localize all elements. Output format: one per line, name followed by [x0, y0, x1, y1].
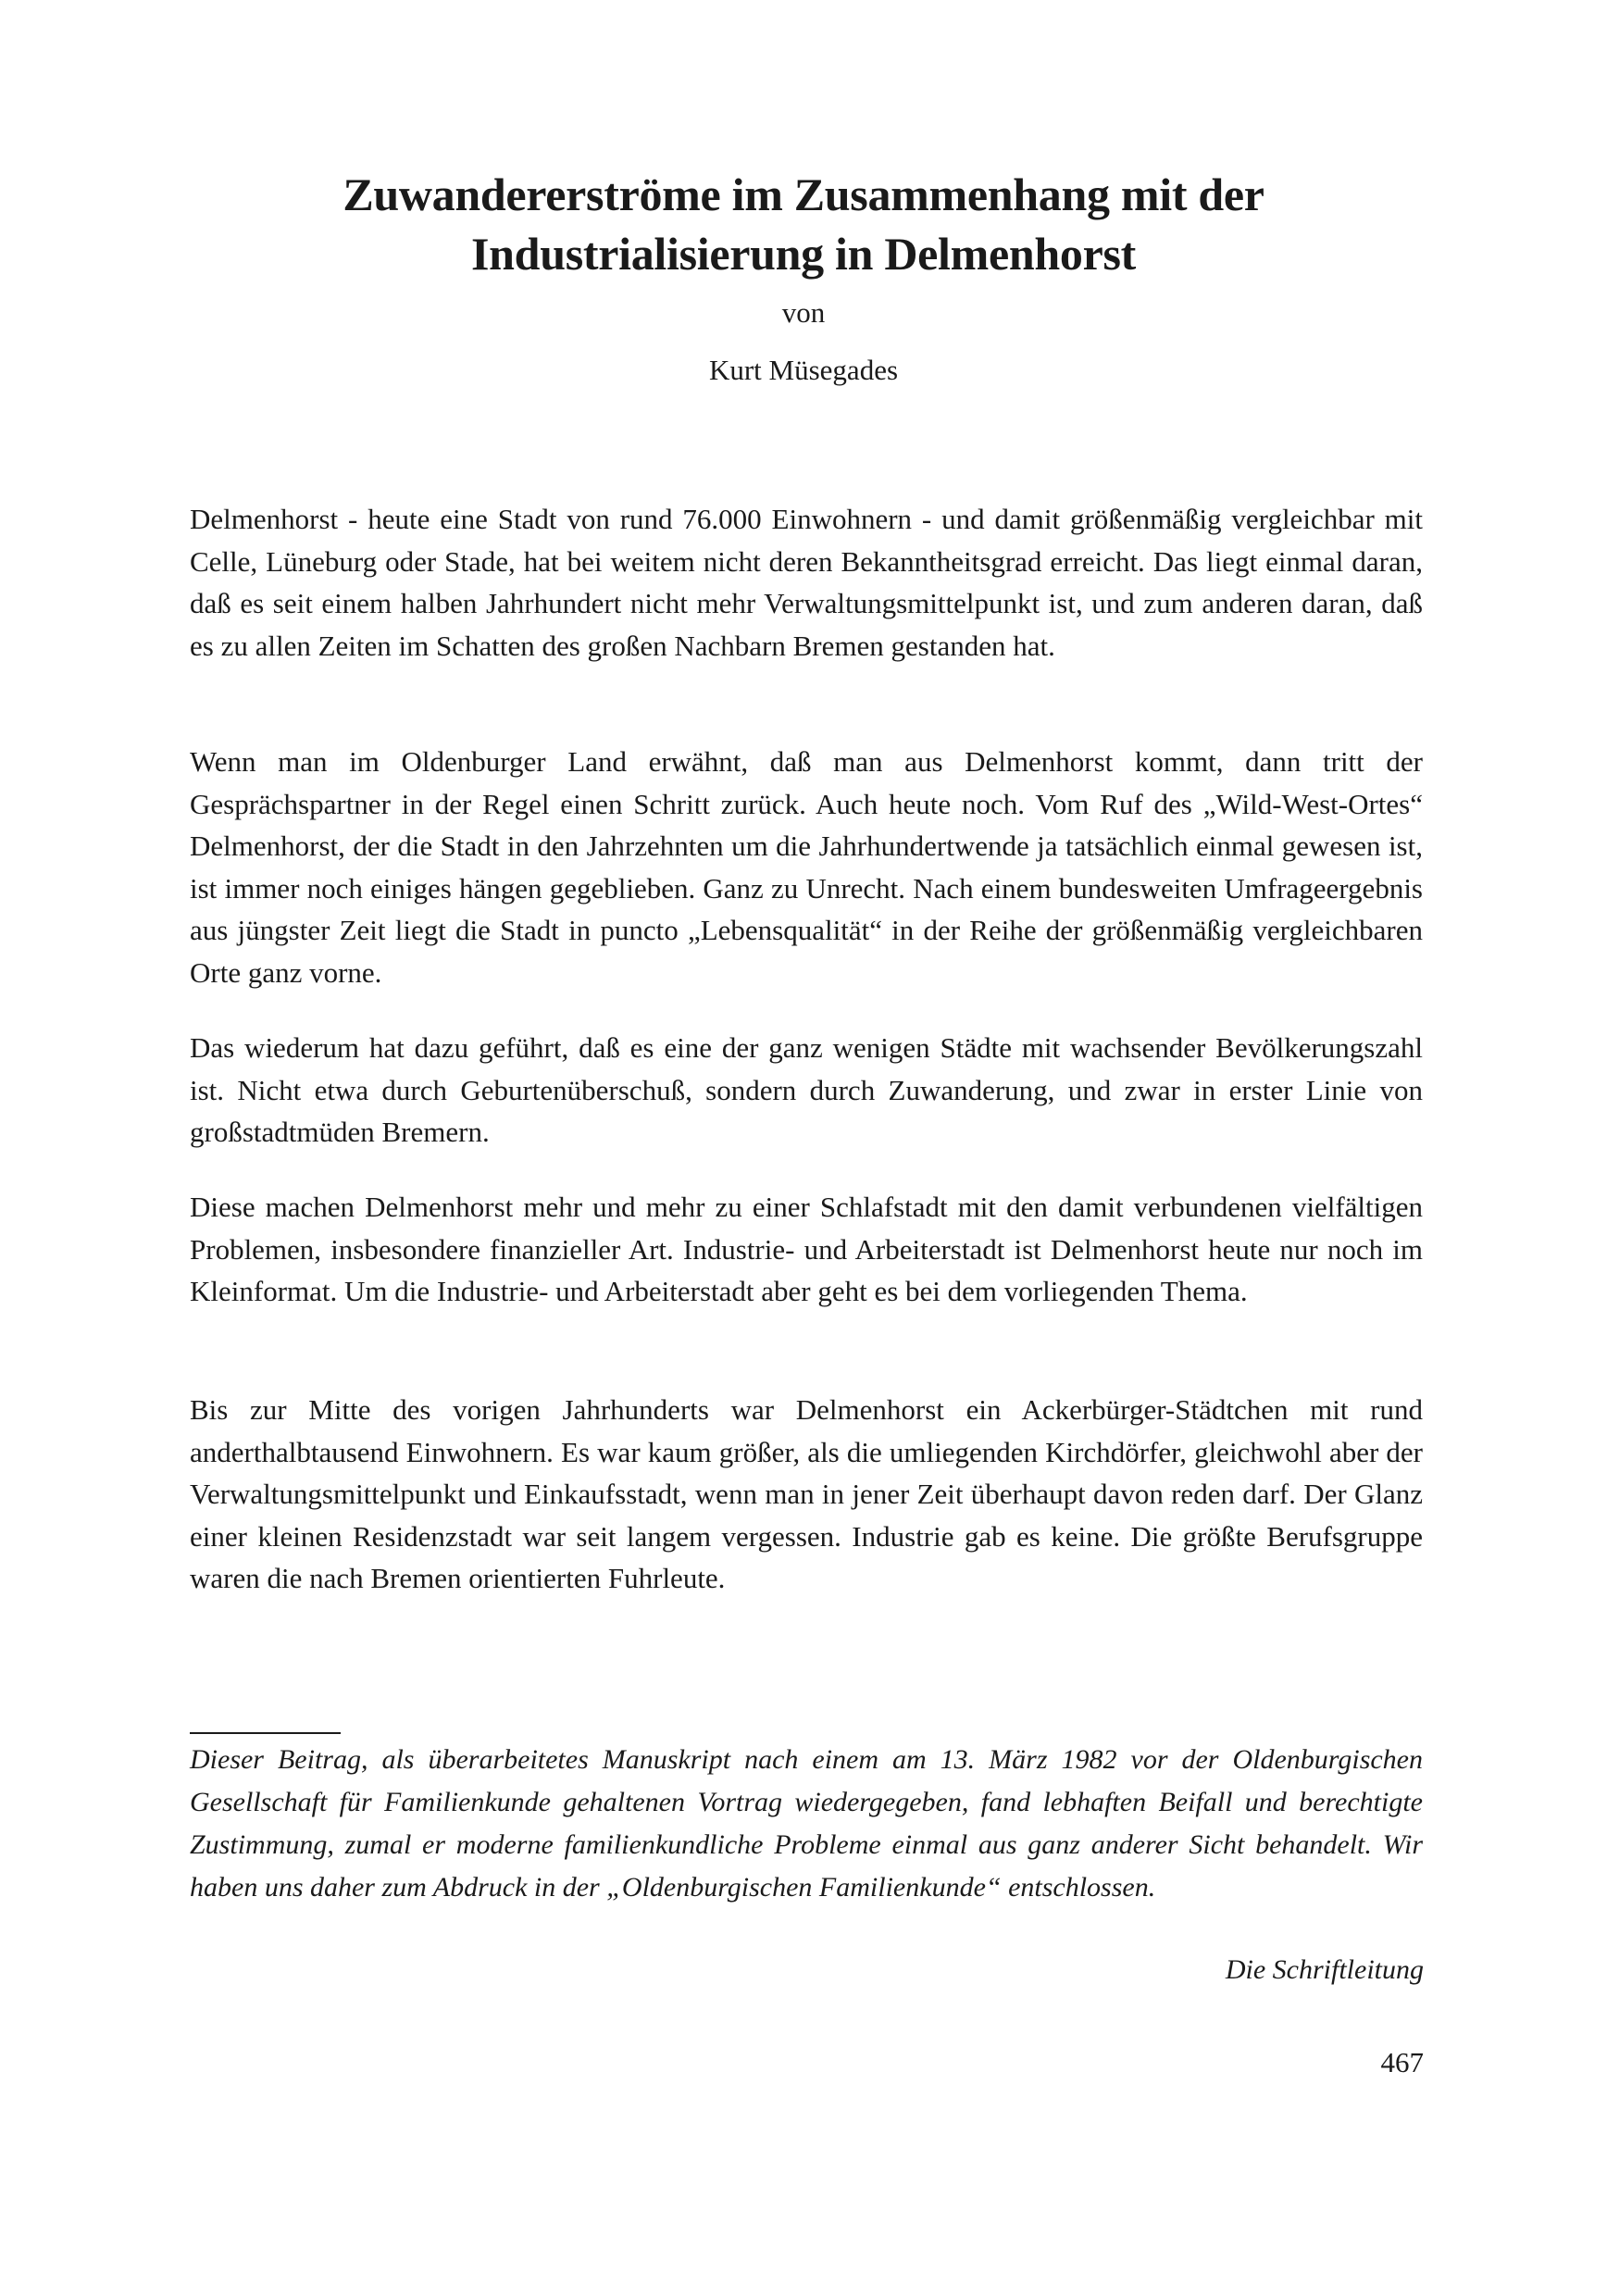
body-paragraph-1: Delmenhorst - heute eine Stadt von rund 76.000 Einwohnern - und damit größenmäßig vergleichbar mit Celle, Lüneburg oder Stade, hat bei weitem nicht deren Bekanntheitsgrad erreicht. Das liegt einmal daran, daß es seit einem halben Jahrhundert nicht mehr Verwaltungsmittelpunkt ist, und zum anderen daran, daß es zu allen Zeiten im Schatten des großen Nachbarn Bremen gestanden hat. — [190, 503, 1423, 662]
author-name: Kurt Müsegades — [708, 354, 899, 386]
editorial-footnote: Dieser Beitrag, als überarbeitetes Manuskript nach einem am 13. März 1982 vor der Oldenburgischen Gesellschaft für Familienkunde gehaltenen Vortrag wiedergegeben, fand lebhaften Beifall und berechtigte Zustimmung, zumal er moderne familienkundliche Probleme einmal aus ganz anderer Sicht behandelt. Wir haben uns daher zum Abdruck in der „Oldenburgischen Familienkunde“ entschlossen. — [190, 1744, 1423, 1903]
page-number: 467 — [1380, 2046, 1424, 2078]
byline-von: von — [781, 296, 826, 329]
article-title-line-1: Zuwandererströme im Zusammenhang mit der — [343, 168, 1264, 220]
article-title — [0, 165, 1607, 283]
body-paragraph-2: Wenn man im Oldenburger Land erwähnt, daß man aus Delmenhorst kommt, dann tritt der Gesprächspartner in der Regel einen Schritt zurück. Auch heute noch. Vom Ruf des „Wild-West-Ortes“ Delmenhorst, der die Stadt in den Jahrzehnten um die Jahrhundertwende ja tatsächlich einmal gewesen ist, ist immer noch einiges hängen gegeblieben. Ganz zu Unrecht. Nach einem bundesweiten Umfrageergebnis aus jüngster Zeit liegt die Stadt in puncto „Lebensqualität“ in der Reihe der größenmäßig vergleichbaren Orte ganz vorne. — [190, 745, 1423, 989]
body-paragraph-4: Diese machen Delmenhorst mehr und mehr zu einer Schlafstadt mit den damit verbundenen vielfältigen Problemen, insbesondere finanzieller Art. Industrie- und Arbeiterstadt ist Delmenhorst heute nur noch im Kleinformat. Um die Industrie- und Arbeiterstadt aber geht es bei dem vorliegenden Thema. — [190, 1191, 1423, 1307]
footnote-signature: Die Schriftleitung — [1225, 1954, 1424, 1985]
body-paragraph-3: Das wiederum hat dazu geführt, daß es eine der ganz wenigen Städte mit wachsender Bevölkerungszahl ist. Nicht etwa durch Geburtenüberschuß, sondern durch Zuwanderung, und zwar in erster Linie von großstadtmüden Bremern. — [190, 1031, 1423, 1148]
body-paragraph-5: Bis zur Mitte des vorigen Jahrhunderts war Delmenhorst ein Ackerbürger-Städtchen mit rund anderthalbtausend Einwohnern. Es war kaum größer, als die umliegenden Kirchdörfer, gleichwohl aber der Verwaltungsmittelpunkt und Einkaufsstadt, wenn man in jener Zeit überhaupt davon reden darf. Der Glanz einer kleinen Residenzstadt war seit langem vergessen. Industrie gab es keine. Die größte Berufsgruppe waren die nach Bremen orientierten Fuhrleute. — [190, 1393, 1423, 1594]
footnote-divider — [190, 1732, 341, 1734]
article-title-line-2: Industrialisierung in Delmenhorst — [471, 228, 1136, 280]
